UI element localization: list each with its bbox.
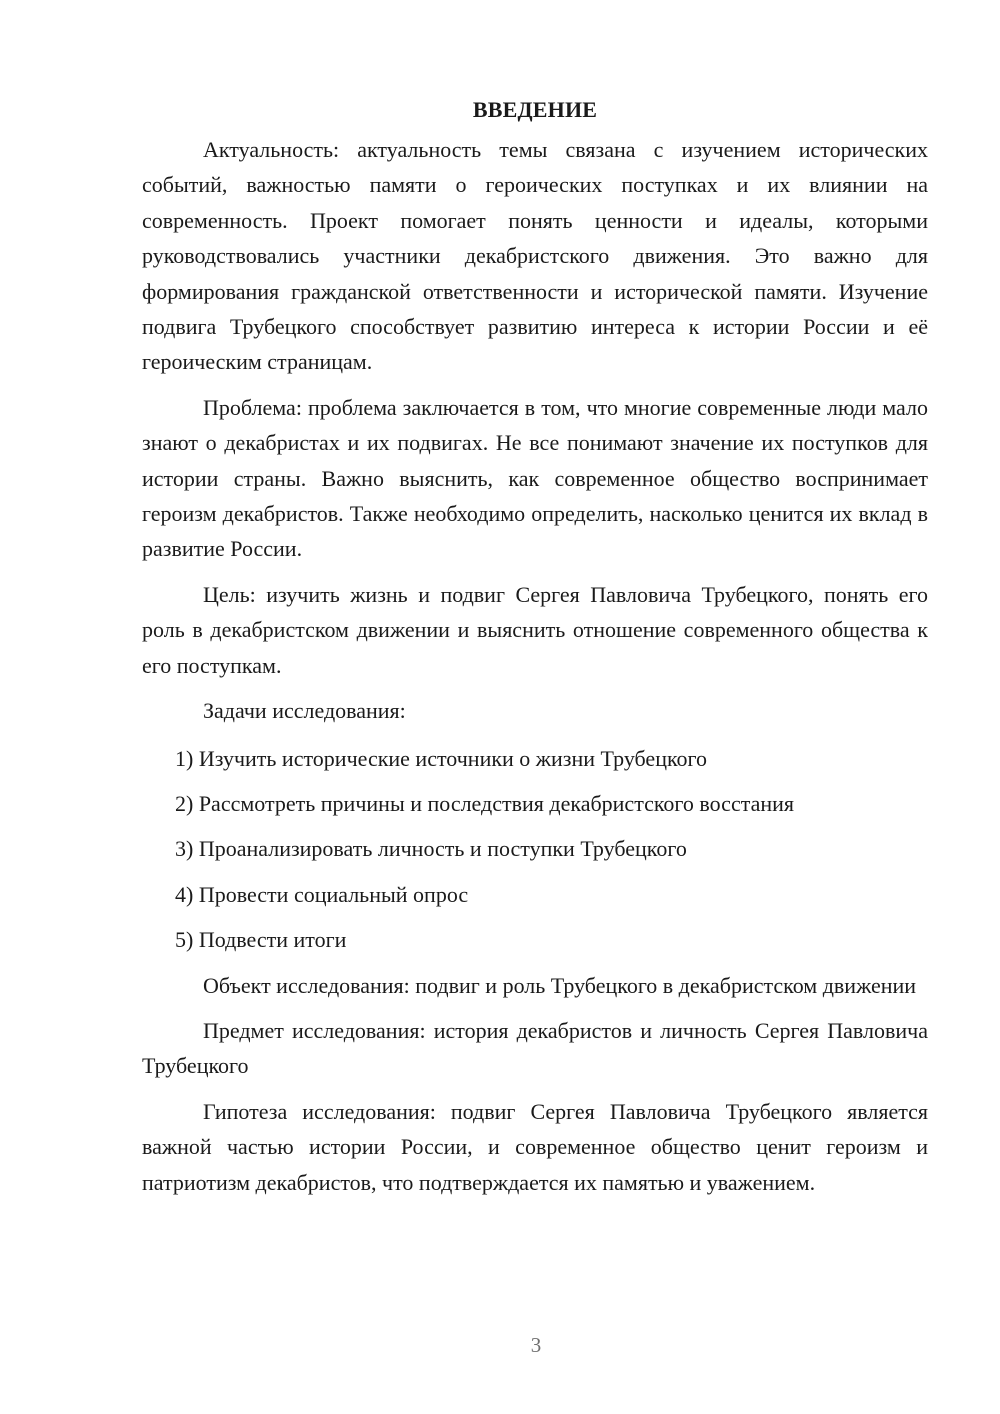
document-body [142, 92, 928, 1210]
page-number: 3 [530, 1333, 542, 1357]
hypothesis-paragraph: Гипотеза исследования: подвиг Сергея Павловича Трубецкого является важной частью истории России, и современное общество ценит героизм и патриотизм декабристов, что подтверждается их памятью и уважением. [142, 1098, 928, 1195]
list-item: 5) Подвести итоги [175, 927, 347, 953]
list-item: 2) Рассмотреть причины и последствия декабристского восстания [175, 790, 795, 816]
object-paragraph: Объект исследования: подвиг и роль Трубецкого в декабристском движении [203, 972, 917, 998]
subject-paragraph: Предмет исследования: история декабристов и личность Сергея Павловича Трубецкого [142, 1017, 928, 1079]
list-item: 3) Проанализировать личность и поступки Трубецкого [175, 836, 687, 862]
tasks-heading: Задачи исследования: [203, 698, 406, 724]
relevance-paragraph: Актуальность: актуальность темы связана с изучением исторических событий, важностью памяти о героических поступках и их влиянии на современность. Проект помогает понять ценности и идеалы, которыми руководствовались участники декабристского движения. Это важно для формирования гражданской ответственности и исторической памяти. Изучение подвига Трубецкого способствует развитию интереса к истории России и её героическим страницам. [142, 137, 928, 375]
list-item: 4) Провести социальный опрос [175, 881, 469, 907]
page-title: ВВЕДЕНИЕ [472, 97, 598, 122]
tasks-list [142, 741, 928, 958]
list-item: 1) Изучить исторические источники о жизни Трубецкого [175, 745, 708, 771]
goal-paragraph: Цель: изучить жизнь и подвиг Сергея Павловича Трубецкого, понять его роль в декабристском движении и выяснить отношение современного общества к его поступкам. [142, 581, 928, 678]
problem-paragraph: Проблема: проблема заключается в том, что многие современные люди мало знают о декабристах и их подвигах. Не все понимают значение их поступков для истории страны. Важно выяснить, как современное общество воспринимает героизм декабристов. Также необходимо определить, насколько ценится их вклад в развитие России. [142, 394, 928, 562]
